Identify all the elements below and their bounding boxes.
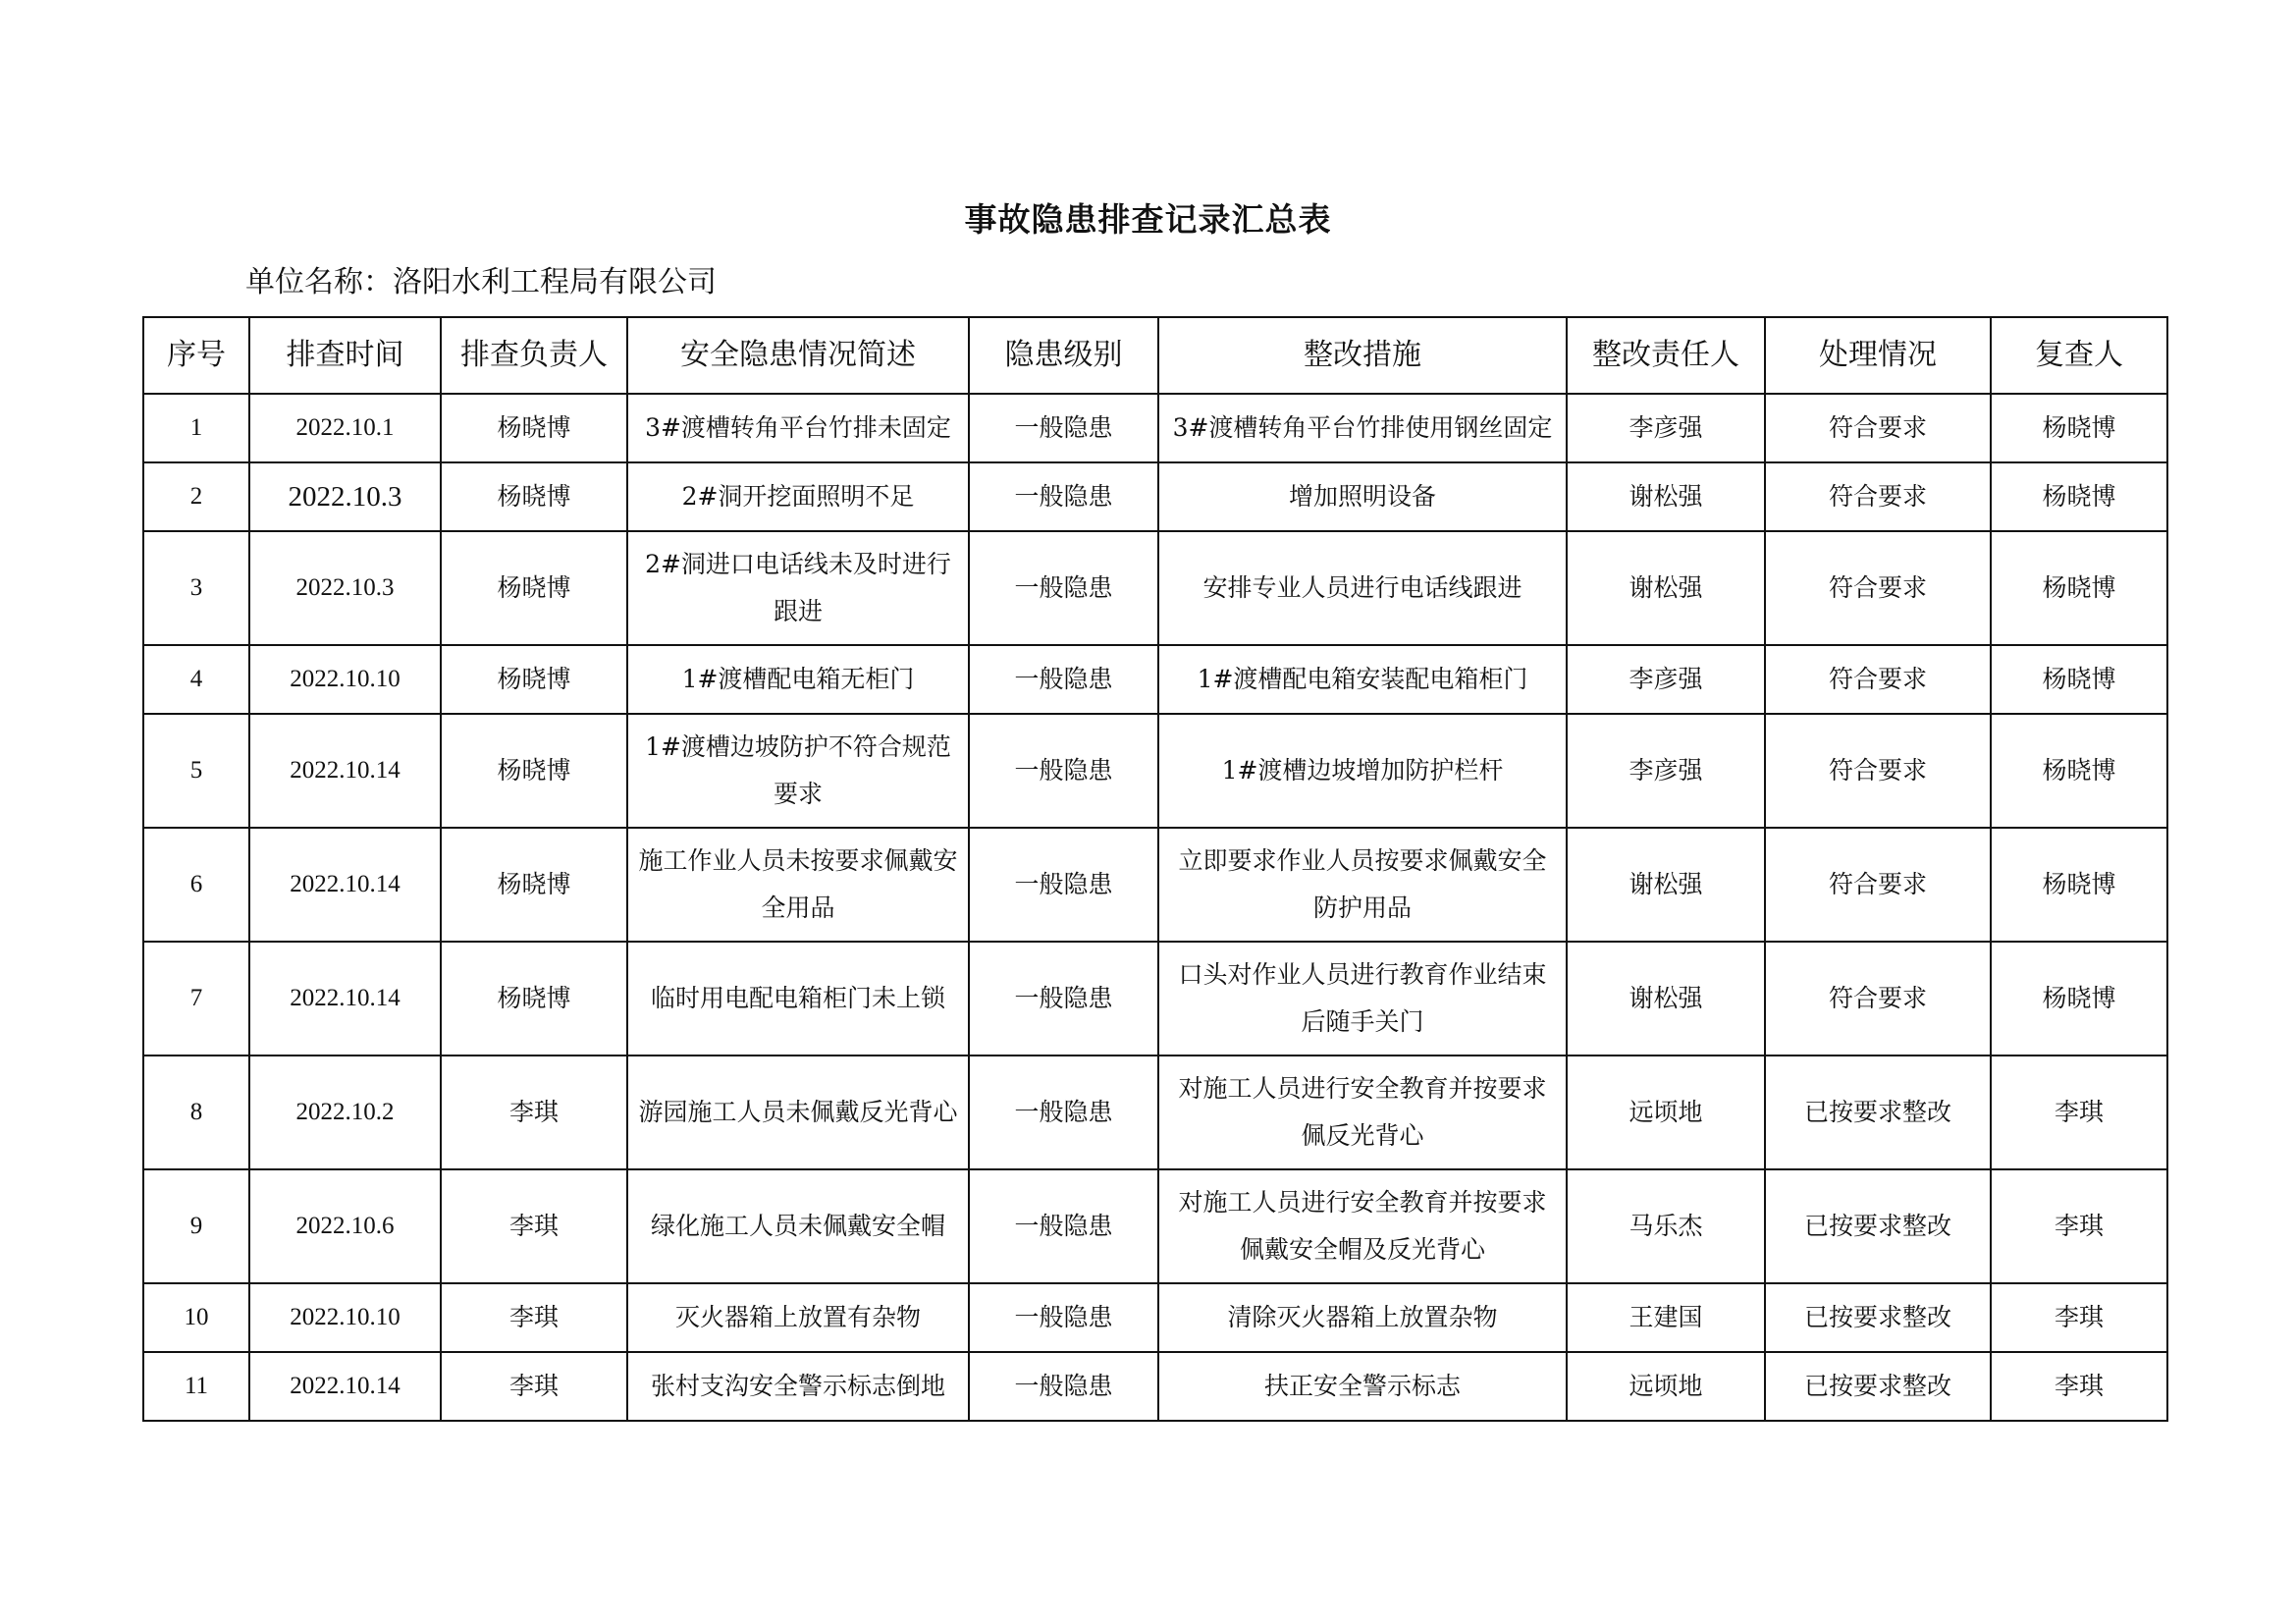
cell-responsible-person: 王建国 (1567, 1283, 1765, 1352)
cell-reviewer: 李琪 (1991, 1352, 2167, 1421)
cell-rectification-measures: 安排专业人员进行电话线跟进 (1158, 531, 1567, 645)
header-check-date: 排查时间 (249, 317, 441, 394)
cell-hazard-level: 一般隐患 (969, 714, 1158, 828)
cell-check-date: 2022.10.14 (249, 942, 441, 1056)
cell-inspector: 杨晓博 (441, 942, 627, 1056)
cell-check-date: 2022.10.1 (249, 394, 441, 462)
cell-handling-status: 符合要求 (1765, 645, 1991, 714)
table-header-row (143, 317, 2167, 394)
table-row (143, 942, 2167, 1056)
cell-reviewer: 杨晓博 (1991, 462, 2167, 531)
cell-hazard-description: 绿化施工人员未佩戴安全帽 (627, 1169, 969, 1283)
cell-hazard-level: 一般隐患 (969, 645, 1158, 714)
cell-rectification-measures: 增加照明设备 (1158, 462, 1567, 531)
cell-index: 11 (143, 1352, 249, 1421)
cell-inspector: 杨晓博 (441, 462, 627, 531)
cell-handling-status: 符合要求 (1765, 828, 1991, 942)
cell-check-date: 2022.10.14 (249, 1352, 441, 1421)
table-row (143, 645, 2167, 714)
cell-check-date: 2022.10.3 (249, 531, 441, 645)
cell-rectification-measures: 立即要求作业人员按要求佩戴安全防护用品 (1158, 828, 1567, 942)
cell-handling-status: 已按要求整改 (1765, 1056, 1991, 1169)
table-row (143, 1169, 2167, 1283)
cell-hazard-level: 一般隐患 (969, 828, 1158, 942)
cell-hazard-level: 一般隐患 (969, 462, 1158, 531)
table-row (143, 394, 2167, 462)
cell-hazard-level: 一般隐患 (969, 1283, 1158, 1352)
cell-hazard-level: 一般隐患 (969, 394, 1158, 462)
hazard-record-table (142, 316, 2168, 1422)
cell-hazard-description: 灭火器箱上放置有杂物 (627, 1283, 969, 1352)
unit-name: 洛阳水利工程局有限公司 (393, 265, 717, 299)
table-row (143, 531, 2167, 645)
cell-handling-status: 已按要求整改 (1765, 1352, 1991, 1421)
document-title: 事故隐患排查记录汇总表 (964, 200, 1332, 239)
table-row (143, 1283, 2167, 1352)
cell-rectification-measures: 对施工人员进行安全教育并按要求佩反光背心 (1158, 1056, 1567, 1169)
cell-hazard-description: 2#洞进口电话线未及时进行跟进 (627, 531, 969, 645)
cell-reviewer: 杨晓博 (1991, 828, 2167, 942)
cell-index: 10 (143, 1283, 249, 1352)
table-row (143, 462, 2167, 531)
cell-responsible-person: 谢松强 (1567, 531, 1765, 645)
cell-check-date: 2022.10.14 (249, 714, 441, 828)
cell-responsible-person: 谢松强 (1567, 942, 1765, 1056)
cell-responsible-person: 谢松强 (1567, 828, 1765, 942)
table-row (143, 714, 2167, 828)
cell-check-date: 2022.10.14 (249, 828, 441, 942)
unit-label: 单位名称： (245, 265, 393, 299)
cell-index: 5 (143, 714, 249, 828)
cell-hazard-description: 3#渡槽转角平台竹排未固定 (627, 394, 969, 462)
cell-responsible-person: 李彦强 (1567, 645, 1765, 714)
cell-handling-status: 符合要求 (1765, 942, 1991, 1056)
cell-inspector: 李琪 (441, 1056, 627, 1169)
header-inspector: 排查负责人 (441, 317, 627, 394)
header-responsible-person: 整改责任人 (1567, 317, 1765, 394)
cell-check-date: 2022.10.3 (249, 462, 441, 531)
table-row (143, 1352, 2167, 1421)
cell-index: 1 (143, 394, 249, 462)
cell-inspector: 杨晓博 (441, 394, 627, 462)
cell-hazard-description: 张村支沟安全警示标志倒地 (627, 1352, 969, 1421)
cell-reviewer: 李琪 (1991, 1283, 2167, 1352)
cell-hazard-description: 施工作业人员未按要求佩戴安全用品 (627, 828, 969, 942)
cell-rectification-measures: 3#渡槽转角平台竹排使用钢丝固定 (1158, 394, 1567, 462)
cell-index: 8 (143, 1056, 249, 1169)
cell-hazard-level: 一般隐患 (969, 1169, 1158, 1283)
cell-index: 3 (143, 531, 249, 645)
table-row (143, 1056, 2167, 1169)
cell-rectification-measures: 扶正安全警示标志 (1158, 1352, 1567, 1421)
cell-check-date: 2022.10.10 (249, 645, 441, 714)
cell-check-date: 2022.10.2 (249, 1056, 441, 1169)
cell-responsible-person: 李彦强 (1567, 394, 1765, 462)
cell-rectification-measures: 口头对作业人员进行教育作业结束后随手关门 (1158, 942, 1567, 1056)
cell-inspector: 杨晓博 (441, 714, 627, 828)
header-handling-status: 处理情况 (1765, 317, 1991, 394)
cell-hazard-level: 一般隐患 (969, 531, 1158, 645)
cell-rectification-measures: 1#渡槽边坡增加防护栏杆 (1158, 714, 1567, 828)
cell-handling-status: 符合要求 (1765, 714, 1991, 828)
cell-rectification-measures: 清除灭火器箱上放置杂物 (1158, 1283, 1567, 1352)
cell-responsible-person: 马乐杰 (1567, 1169, 1765, 1283)
cell-hazard-description: 临时用电配电箱柜门未上锁 (627, 942, 969, 1056)
cell-responsible-person: 李彦强 (1567, 714, 1765, 828)
cell-inspector: 杨晓博 (441, 828, 627, 942)
cell-reviewer: 杨晓博 (1991, 531, 2167, 645)
cell-hazard-description: 1#渡槽边坡防护不符合规范要求 (627, 714, 969, 828)
cell-responsible-person: 远顷地 (1567, 1056, 1765, 1169)
header-hazard-description: 安全隐患情况简述 (627, 317, 969, 394)
cell-handling-status: 符合要求 (1765, 394, 1991, 462)
cell-handling-status: 已按要求整改 (1765, 1283, 1991, 1352)
cell-inspector: 李琪 (441, 1283, 627, 1352)
cell-hazard-description: 游园施工人员未佩戴反光背心 (627, 1056, 969, 1169)
cell-inspector: 杨晓博 (441, 645, 627, 714)
cell-index: 2 (143, 462, 249, 531)
header-rectification-measures: 整改措施 (1158, 317, 1567, 394)
cell-inspector: 李琪 (441, 1352, 627, 1421)
cell-reviewer: 杨晓博 (1991, 714, 2167, 828)
cell-reviewer: 杨晓博 (1991, 645, 2167, 714)
cell-responsible-person: 谢松强 (1567, 462, 1765, 531)
cell-hazard-level: 一般隐患 (969, 1352, 1158, 1421)
cell-check-date: 2022.10.10 (249, 1283, 441, 1352)
cell-hazard-level: 一般隐患 (969, 1056, 1158, 1169)
cell-handling-status: 符合要求 (1765, 531, 1991, 645)
cell-handling-status: 符合要求 (1765, 462, 1991, 531)
cell-reviewer: 李琪 (1991, 1169, 2167, 1283)
cell-reviewer: 杨晓博 (1991, 942, 2167, 1056)
cell-rectification-measures: 1#渡槽配电箱安装配电箱柜门 (1158, 645, 1567, 714)
cell-check-date: 2022.10.6 (249, 1169, 441, 1283)
header-index: 序号 (143, 317, 249, 394)
cell-reviewer: 李琪 (1991, 1056, 2167, 1169)
cell-hazard-description: 1#渡槽配电箱无柜门 (627, 645, 969, 714)
cell-index: 9 (143, 1169, 249, 1283)
cell-inspector: 李琪 (441, 1169, 627, 1283)
cell-responsible-person: 远顷地 (1567, 1352, 1765, 1421)
cell-rectification-measures: 对施工人员进行安全教育并按要求佩戴安全帽及反光背心 (1158, 1169, 1567, 1283)
cell-index: 6 (143, 828, 249, 942)
cell-index: 4 (143, 645, 249, 714)
cell-inspector: 杨晓博 (441, 531, 627, 645)
cell-index: 7 (143, 942, 249, 1056)
header-reviewer: 复查人 (1991, 317, 2167, 394)
table-row (143, 828, 2167, 942)
cell-hazard-description: 2#洞开挖面照明不足 (627, 462, 969, 531)
header-hazard-level: 隐患级别 (969, 317, 1158, 394)
cell-hazard-level: 一般隐患 (969, 942, 1158, 1056)
cell-reviewer: 杨晓博 (1991, 394, 2167, 462)
unit-line (245, 257, 717, 300)
cell-handling-status: 已按要求整改 (1765, 1169, 1991, 1283)
